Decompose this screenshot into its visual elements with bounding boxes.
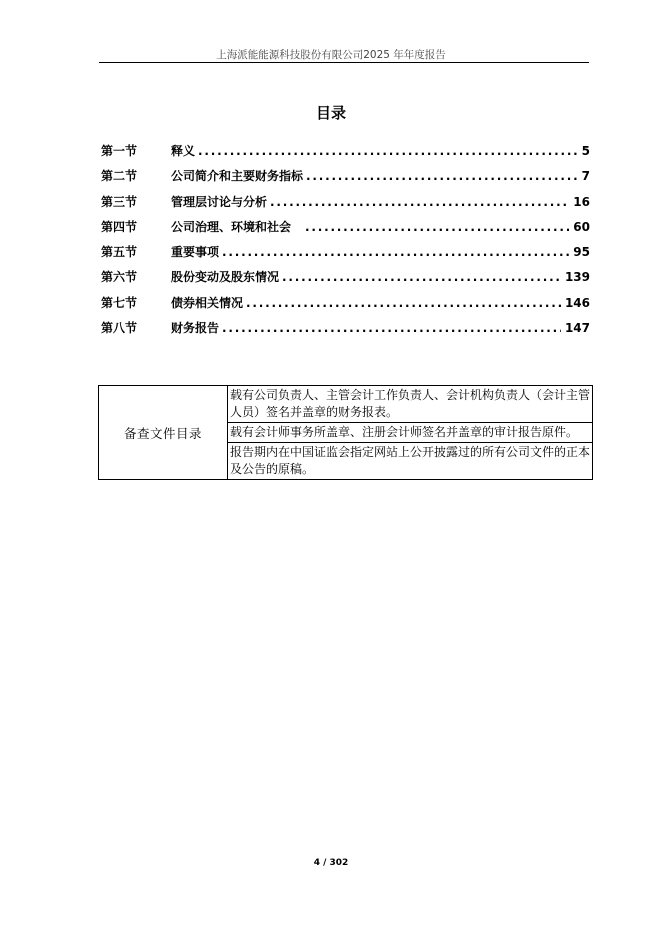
toc-section-number: 第五节: [101, 245, 138, 260]
header-divider: [99, 62, 589, 63]
reference-document-item: 载有会计师事务所盖章、注册会计师签名并盖章的审计报告原件。: [228, 423, 593, 443]
toc-section-name: 公司治理、环境和社会: [171, 219, 292, 234]
toc-section-number: 第七节: [101, 295, 138, 310]
toc-entry[interactable]: [101, 294, 590, 319]
toc-page-number: 7: [581, 169, 590, 184]
toc-entry[interactable]: [101, 142, 590, 167]
reference-documents-label: 备查文件目录: [99, 386, 228, 480]
toc-page-number: 60: [573, 219, 590, 234]
toc-leader-dots: [246, 296, 561, 310]
toc-leader-dots: [222, 321, 561, 335]
toc-leader-dots: [282, 270, 561, 284]
reference-document-item: 载有公司负责人、主管会计工作负责人、会计机构负责人（会计主管人员）签名并盖章的财务报表。: [228, 386, 593, 423]
toc-leader-dots: [270, 195, 569, 209]
toc-entry[interactable]: [101, 243, 590, 268]
toc-page-number: 139: [564, 270, 590, 285]
toc-entry[interactable]: [101, 193, 590, 218]
toc-section-name: 重要事项: [171, 245, 220, 260]
toc-section-name: 股份变动及股东情况: [171, 270, 280, 285]
toc-section-number: 第二节: [101, 169, 138, 184]
reference-documents-table: [98, 385, 593, 480]
toc-section-name: 释义: [171, 144, 196, 158]
toc-section-number: 第三节: [101, 194, 138, 209]
toc-page-number: 16: [573, 194, 590, 209]
toc-page-number: 5: [581, 144, 590, 158]
toc-section-number: 第六节: [101, 270, 138, 285]
toc-section-name: 管理层讨论与分析: [171, 194, 268, 209]
toc-entry[interactable]: [101, 319, 590, 344]
toc-entry[interactable]: [101, 218, 590, 243]
toc-section-name: 债券相关情况: [171, 295, 244, 310]
toc-page-number: 146: [564, 295, 590, 310]
toc-leader-dots: [198, 144, 578, 158]
toc-title: 目录: [315, 104, 346, 122]
toc-section-name: 财务报告: [171, 321, 220, 336]
toc-section-number: 第一节: [101, 144, 138, 158]
toc-entry[interactable]: [101, 268, 590, 293]
toc-section-number: 第八节: [101, 321, 138, 336]
toc-leader-dots: [305, 220, 569, 234]
page-number: 4 / 302: [313, 858, 349, 868]
toc-page-number: 147: [564, 321, 590, 336]
toc-section-name: 公司简介和主要财务指标: [171, 169, 304, 184]
reference-document-item: 报告期内在中国证监会指定网站上公开披露过的所有公司文件的正本及公告的原稿。: [228, 443, 593, 480]
toc-page-number: 95: [573, 245, 590, 260]
toc-entry[interactable]: [101, 167, 590, 192]
toc-section-number: 第四节: [101, 219, 138, 234]
report-header-title: 上海派能能源科技股份有限公司2025 年年度报告: [216, 49, 446, 61]
toc-leader-dots: [306, 169, 578, 183]
table-of-contents: [101, 142, 590, 344]
toc-leader-dots: [222, 245, 569, 259]
